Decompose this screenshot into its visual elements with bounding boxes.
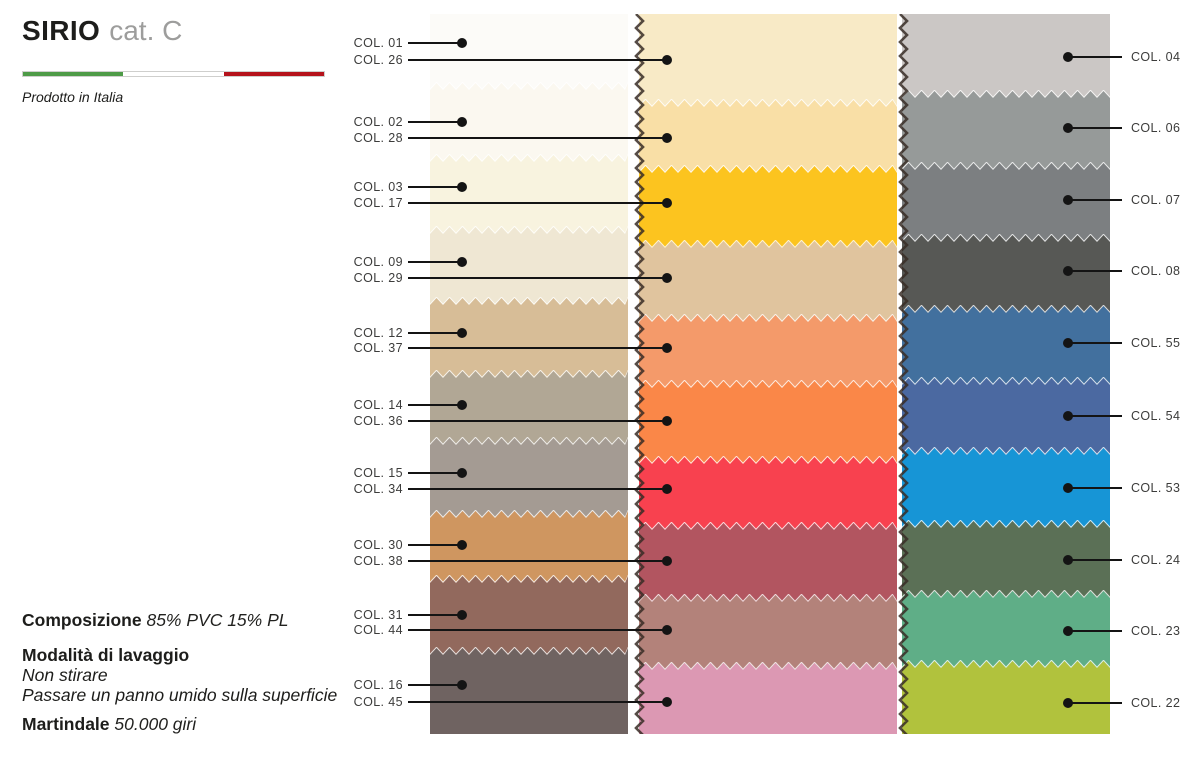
callout-label-col-45: COL. 45 xyxy=(353,695,403,709)
callout-dot-col-15 xyxy=(457,468,467,478)
callout-label-col-14: COL. 14 xyxy=(353,398,403,412)
callout-line-col-24 xyxy=(1068,559,1122,561)
swatch-col-45 xyxy=(639,663,897,734)
swatch-col-26 xyxy=(639,14,897,107)
callout-line-col-44 xyxy=(408,629,667,631)
callout-label-col-16: COL. 16 xyxy=(353,678,403,692)
callout-label-col-31: COL. 31 xyxy=(353,608,403,622)
callout-line-col-03 xyxy=(408,186,462,188)
callout-dot-col-02 xyxy=(457,117,467,127)
callout-label-col-29: COL. 29 xyxy=(353,271,403,285)
callout-label-col-38: COL. 38 xyxy=(353,554,403,568)
swatch-col-15 xyxy=(430,438,628,518)
callout-dot-col-04 xyxy=(1063,52,1073,62)
composition-label: Composizione xyxy=(22,610,142,630)
callout-line-col-54 xyxy=(1068,415,1122,417)
swatch-col-16 xyxy=(430,648,628,734)
collection-name: SIRIO xyxy=(22,15,101,46)
callout-label-col-01: COL. 01 xyxy=(353,36,403,50)
callout-label-col-34: COL. 34 xyxy=(353,482,403,496)
callout-line-col-01 xyxy=(408,42,462,44)
callout-line-col-04 xyxy=(1068,56,1122,58)
callout-dot-col-26 xyxy=(662,55,672,65)
callout-line-col-09 xyxy=(408,261,462,263)
callout-line-col-34 xyxy=(408,488,667,490)
callout-dot-col-28 xyxy=(662,133,672,143)
flag-red-segment xyxy=(224,72,324,76)
callout-dot-col-12 xyxy=(457,328,467,338)
callout-dot-col-31 xyxy=(457,610,467,620)
strip-cut-edge xyxy=(633,14,646,734)
callout-line-col-07 xyxy=(1068,199,1122,201)
callout-line-col-06 xyxy=(1068,127,1122,129)
swatch-col-07 xyxy=(902,163,1110,242)
flag-green-segment xyxy=(23,72,123,76)
origin-note: Prodotto in Italia xyxy=(22,89,124,105)
callout-dot-col-01 xyxy=(457,38,467,48)
callout-label-col-54: COL. 54 xyxy=(1131,409,1181,423)
swatch-col-08 xyxy=(902,235,1110,313)
callout-label-col-07: COL. 07 xyxy=(1131,193,1181,207)
callout-dot-col-03 xyxy=(457,182,467,192)
callout-label-col-44: COL. 44 xyxy=(353,623,403,637)
callout-line-col-17 xyxy=(408,202,667,204)
callout-label-col-23: COL. 23 xyxy=(1131,624,1181,638)
callout-label-col-37: COL. 37 xyxy=(353,341,403,355)
page-title xyxy=(22,14,182,48)
callout-line-col-38 xyxy=(408,560,667,562)
care-line-1: Non stirare xyxy=(22,665,108,685)
swatch-col-55 xyxy=(902,306,1110,385)
callout-label-col-08: COL. 08 xyxy=(1131,264,1181,278)
swatch-col-06 xyxy=(902,91,1110,170)
callout-dot-col-55 xyxy=(1063,338,1073,348)
callout-line-col-23 xyxy=(1068,630,1122,632)
callout-dot-col-54 xyxy=(1063,411,1073,421)
callout-line-col-45 xyxy=(408,701,667,703)
callout-dot-col-36 xyxy=(662,416,672,426)
callout-line-col-08 xyxy=(1068,270,1122,272)
callout-line-col-16 xyxy=(408,684,462,686)
care-label: Modalità di lavaggio xyxy=(22,645,190,665)
callout-line-col-22 xyxy=(1068,702,1122,704)
callout-dot-col-22 xyxy=(1063,698,1073,708)
callout-dot-col-24 xyxy=(1063,555,1073,565)
callout-line-col-29 xyxy=(408,277,667,279)
swatch-col-12 xyxy=(430,298,628,378)
callout-label-col-06: COL. 06 xyxy=(1131,121,1181,135)
callout-label-col-15: COL. 15 xyxy=(353,466,403,480)
callout-dot-col-14 xyxy=(457,400,467,410)
callout-dot-col-09 xyxy=(457,257,467,267)
callout-label-col-02: COL. 02 xyxy=(353,115,403,129)
callout-label-col-03: COL. 03 xyxy=(353,180,403,194)
callout-dot-col-17 xyxy=(662,198,672,208)
swatch-col-29 xyxy=(639,241,897,322)
callout-dot-col-29 xyxy=(662,273,672,283)
callout-dot-col-30 xyxy=(457,540,467,550)
swatch-col-36 xyxy=(639,381,897,464)
callout-label-col-22: COL. 22 xyxy=(1131,696,1181,710)
swatch-col-37 xyxy=(639,315,897,388)
swatch-col-28 xyxy=(639,100,897,173)
callout-line-col-15 xyxy=(408,472,462,474)
callout-line-col-55 xyxy=(1068,342,1122,344)
product-details xyxy=(22,610,362,734)
callout-line-col-28 xyxy=(408,137,667,139)
callout-label-col-12: COL. 12 xyxy=(353,326,403,340)
swatch-col-17 xyxy=(639,166,897,248)
callout-line-col-30 xyxy=(408,544,462,546)
callout-dot-col-38 xyxy=(662,556,672,566)
care-line-2: Passare un panno umido sulla superficie xyxy=(22,685,338,705)
swatch-col-34 xyxy=(639,457,897,530)
callout-line-col-37 xyxy=(408,347,667,349)
swatch-col-44 xyxy=(639,595,897,670)
callout-dot-col-34 xyxy=(662,484,672,494)
callout-dot-col-16 xyxy=(457,680,467,690)
callout-line-col-26 xyxy=(408,59,667,61)
callout-label-col-28: COL. 28 xyxy=(353,131,403,145)
callout-dot-col-07 xyxy=(1063,195,1073,205)
callout-label-col-17: COL. 17 xyxy=(353,196,403,210)
callout-label-col-30: COL. 30 xyxy=(353,538,403,552)
callout-dot-col-37 xyxy=(662,343,672,353)
callout-label-col-36: COL. 36 xyxy=(353,414,403,428)
callout-line-col-31 xyxy=(408,614,462,616)
swatch-col-22 xyxy=(902,661,1110,734)
callout-dot-col-23 xyxy=(1063,626,1073,636)
callout-label-col-53: COL. 53 xyxy=(1131,481,1181,495)
composition-value: 85% PVC 15% PL xyxy=(146,610,289,630)
callout-label-col-24: COL. 24 xyxy=(1131,553,1181,567)
composition-line xyxy=(22,610,362,630)
callout-dot-col-53 xyxy=(1063,483,1073,493)
italy-flag-bar xyxy=(22,71,325,77)
martindale-value: 50.000 giri xyxy=(114,714,197,734)
callout-label-col-09: COL. 09 xyxy=(353,255,403,269)
flag-white-segment xyxy=(123,72,223,76)
callout-line-col-02 xyxy=(408,121,462,123)
callout-line-col-12 xyxy=(408,332,462,334)
callout-label-col-04: COL. 04 xyxy=(1131,50,1181,64)
callout-dot-col-44 xyxy=(662,625,672,635)
callout-label-col-26: COL. 26 xyxy=(353,53,403,67)
callout-dot-col-06 xyxy=(1063,123,1073,133)
martindale-label: Martindale xyxy=(22,714,110,734)
callout-line-col-14 xyxy=(408,404,462,406)
martindale-line xyxy=(22,714,362,734)
callout-dot-col-08 xyxy=(1063,266,1073,276)
strip-cut-edge xyxy=(897,14,910,734)
callout-dot-col-45 xyxy=(662,697,672,707)
swatch-col-03 xyxy=(430,155,628,234)
category-name: cat. C xyxy=(109,15,183,46)
callout-line-col-36 xyxy=(408,420,667,422)
callout-label-col-55: COL. 55 xyxy=(1131,336,1181,350)
swatch-col-38 xyxy=(639,523,897,602)
callout-line-col-53 xyxy=(1068,487,1122,489)
swatch-col-01 xyxy=(430,14,628,90)
